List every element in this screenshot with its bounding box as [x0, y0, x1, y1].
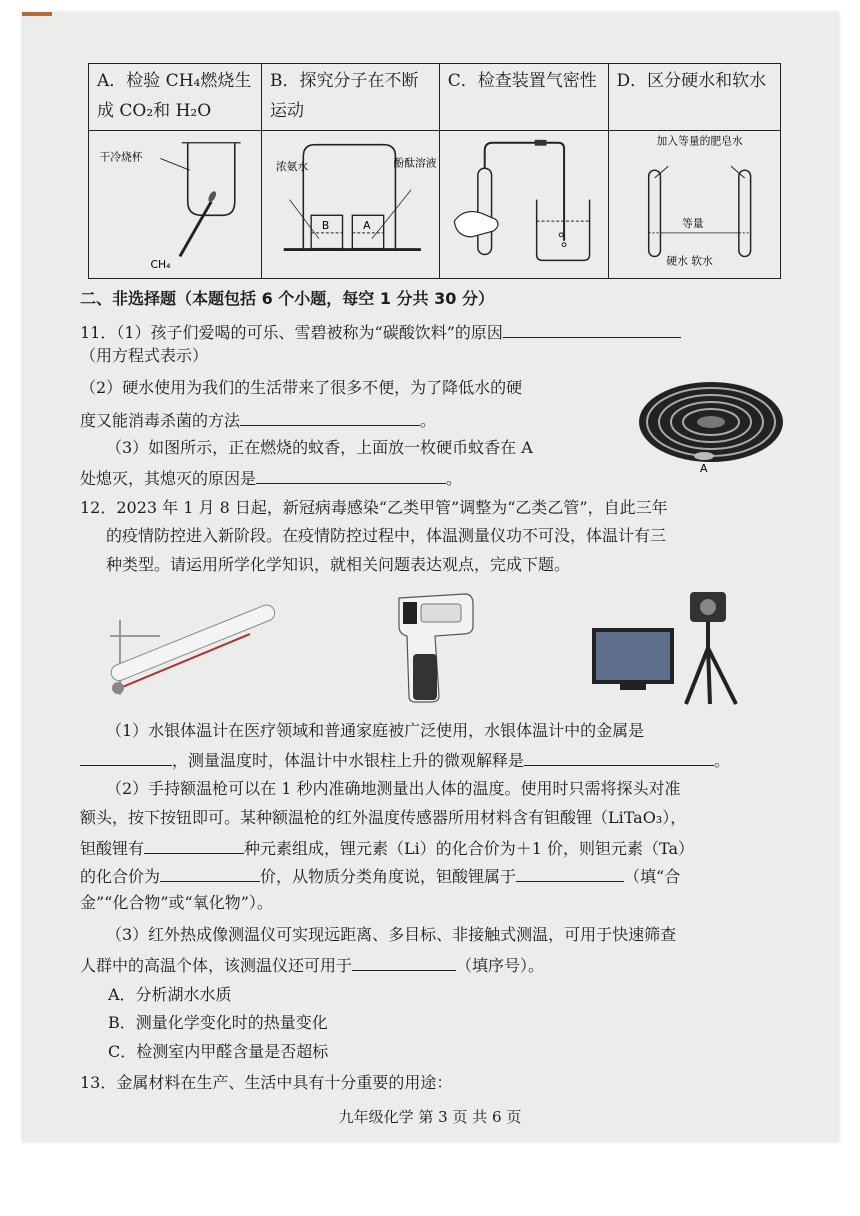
- ammonia-label: 浓氨水: [275, 160, 309, 174]
- q12-2-text-b: 种元素组成，锂元素（Li）的化合价为＋1 价，则钽元素（Ta）: [244, 839, 694, 858]
- q12-3-choice-b: B．测量化学变化时的热量变化: [108, 1013, 328, 1032]
- q12-2-class-blank[interactable]: [516, 864, 624, 882]
- option-b-head: B．探究分子在不断运动: [261, 64, 439, 131]
- q11-2-blank[interactable]: [240, 408, 420, 426]
- option-c-head: C．检查装置气密性: [439, 64, 608, 131]
- q11-2-end: 。: [420, 411, 437, 430]
- phenolphthalein-label: 酚酞溶液: [393, 156, 437, 170]
- q11-1-blank[interactable]: [503, 320, 681, 338]
- q12-2-text-c: 的化合价为: [80, 867, 161, 886]
- page-footer: 九年级化学 第 3 页 共 6 页: [338, 1108, 522, 1126]
- beaker-b-label: B: [321, 219, 330, 232]
- beaker-a-label: A: [363, 219, 371, 232]
- q12-2-valence-blank[interactable]: [160, 864, 260, 882]
- q12-3-text-b: （填序号）。: [456, 956, 545, 975]
- q11-2-line2: [80, 408, 436, 432]
- q12-2-line4: [80, 864, 680, 888]
- q12-3-line2: [80, 953, 544, 977]
- q11-2-line1: （2）硬水使用为我们的生活带来了很多不便，为了降低水的硬: [80, 378, 523, 397]
- option-c-figure: [439, 131, 608, 279]
- q11-3-line2: [80, 466, 462, 490]
- equal-amount-label: 等量: [681, 217, 704, 231]
- mosquito-coil-image: [636, 378, 786, 474]
- gas-label: CH₄: [150, 258, 171, 272]
- forehead-thermometer-gun-image: [395, 592, 475, 704]
- option-d-head: D．区分硬水和软水: [608, 64, 781, 131]
- q11-1-line2: （用方程式表示）: [80, 346, 209, 365]
- q12-1-line2: [80, 748, 730, 772]
- thermal-imaging-camera-image: [590, 588, 760, 708]
- q12-3-text-a: 人群中的高温个体，该测温仪还可用于: [80, 956, 353, 975]
- q12-2-text-a: 钽酸锂有: [80, 839, 145, 858]
- q12-2-text-e: （填“合: [624, 867, 681, 886]
- q12-2-line2: 额头，按下按钮即可。某种额温枪的红外温度传感器所用材料含有钽酸锂（LiTaO₃），: [80, 808, 687, 827]
- q12-intro-line2: 的疫情防控进入新阶段。在疫情防控过程中，体温测量仪功不可没，体温计有三: [106, 526, 667, 545]
- q11-2-text: 度又能消毒杀菌的方法: [80, 411, 241, 430]
- soap-water-label: 加入等量的肥皂水: [656, 134, 743, 148]
- q12-2-line3: [80, 836, 694, 860]
- q12-3-choice-c: C．检测室内甲醛含量是否超标: [108, 1042, 329, 1061]
- section-two-heading: 二、非选择题（本题包括 6 个小题，每空 1 分共 30 分）: [80, 289, 494, 308]
- q12-1-end: 。: [714, 751, 731, 770]
- hard-soft-label: 硬水 软水: [665, 254, 713, 268]
- q12-2-line5: 金”“化合物”或“氧化物”）。: [80, 893, 273, 912]
- q12-1-text: ，测量温度时，体温计中水银柱上升的微观解释是: [172, 751, 525, 770]
- q12-3-choice-a: A．分析湖水水质: [108, 985, 232, 1004]
- q12-2-text-d: 价，从物质分类角度说，钽酸锂属于: [260, 867, 517, 886]
- options-table: [88, 63, 781, 279]
- q12-intro-line1: 12．2023 年 1 月 8 日起，新冠病毒感染“乙类甲管”调整为“乙类乙管”，自此三年: [80, 498, 668, 517]
- cup-label: 干冷烧杯: [99, 150, 143, 164]
- q12-3-blank[interactable]: [352, 953, 456, 971]
- q11-1-line1: [80, 320, 681, 344]
- q12-intro-line3: 种类型。请运用所学化学知识，就相关问题表达观点，完成下题。: [106, 555, 571, 574]
- option-a-figure: [89, 131, 262, 279]
- coil-a-label: A: [700, 462, 708, 474]
- q11-3-text: 处熄灭，其熄灭的原因是: [80, 469, 257, 488]
- q13-line: 13．金属材料在生产、生活中具有十分重要的用途：: [80, 1073, 453, 1092]
- q11-3-blank[interactable]: [256, 466, 446, 484]
- hard-soft-water-figure: [609, 131, 781, 278]
- q12-3-line1: （3）红外热成像测温仪可实现远距离、多目标、非接触式测温，可用于快速筛查: [106, 925, 677, 944]
- q12-2-elements-blank[interactable]: [144, 836, 244, 854]
- q12-1-metal-blank[interactable]: [80, 748, 172, 766]
- option-d-figure: [608, 131, 781, 279]
- molecule-diffusion-figure: [262, 131, 439, 278]
- mercury-thermometer-image: [100, 590, 290, 700]
- q11-3-end: 。: [446, 469, 463, 488]
- page-edge-mark: [22, 12, 52, 16]
- q11-3-line1: （3）如图所示，正在燃烧的蚊香，上面放一枚硬币蚊香在 A: [106, 438, 533, 457]
- option-a-head: A．检验 CH₄燃烧生成 CO₂和 H₂O: [89, 64, 262, 131]
- beaker-over-flame-figure: [89, 131, 261, 278]
- q12-1-line1: （1）水银体温计在医疗领域和普通家庭被广泛使用，水银体温计中的金属是: [106, 721, 645, 740]
- q12-2-line1: （2）手持额温枪可以在 1 秒内准确地测量出人体的温度。使用时只需将探头对准: [106, 779, 681, 798]
- q12-1-micro-blank[interactable]: [524, 748, 714, 766]
- q11-1-text: 11．（1）孩子们爱喝的可乐、雪碧被称为“碳酸饮料”的原因: [80, 323, 503, 342]
- airtightness-check-figure: [440, 131, 608, 278]
- option-b-figure: [261, 131, 439, 279]
